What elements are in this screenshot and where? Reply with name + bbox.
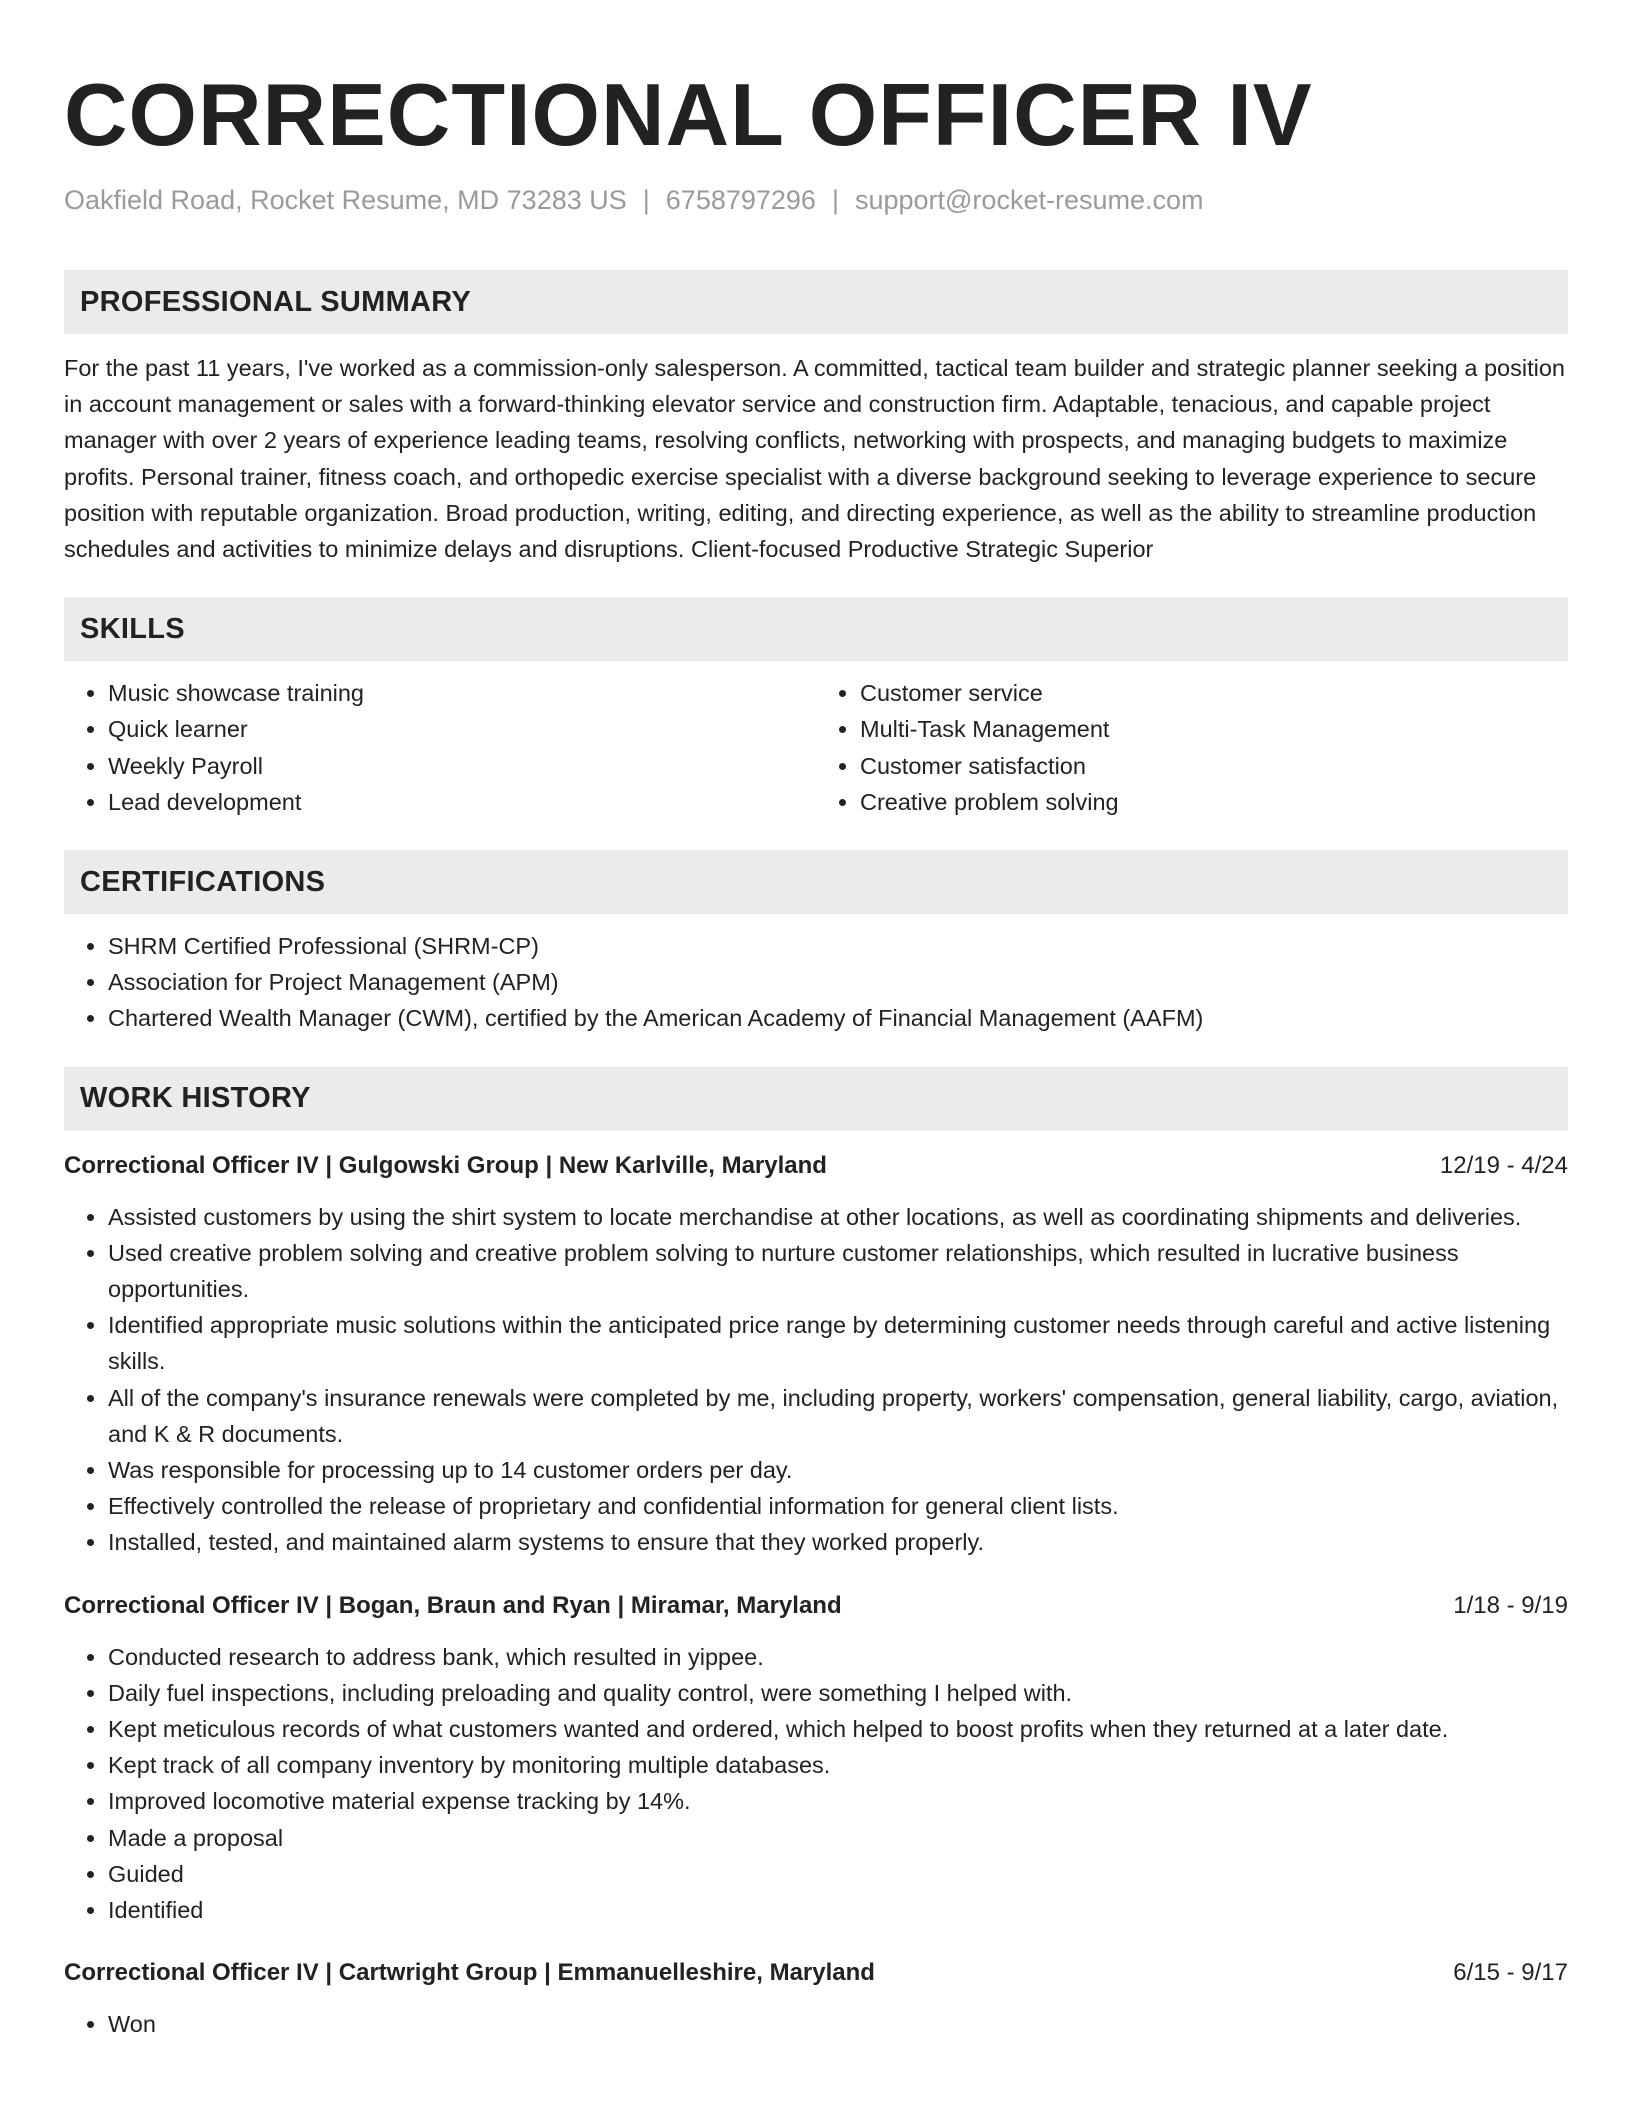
contact-line xyxy=(64,182,1568,218)
skills-list-right xyxy=(816,675,1568,820)
job-bullet: • Identified appropriate music solutions within the anticipated price range by determining customer needs through careful and active listening skills. xyxy=(108,1307,1568,1379)
skills-section-header xyxy=(64,597,1568,661)
job-bullet: • Kept meticulous records of what customers wanted and ordered, which helped to boost profits when they returned at a later date. xyxy=(108,1711,1568,1747)
skill-item: • Lead development xyxy=(108,784,816,820)
contact-address: Oakfield Road, Rocket Resume, MD 73283 US xyxy=(64,185,627,215)
skill-item: • Customer service xyxy=(860,675,1568,711)
job-bullet: • Conducted research to address bank, which resulted in yippee. xyxy=(108,1639,1568,1675)
skills-list-left xyxy=(64,675,816,820)
certifications-section-header xyxy=(64,850,1568,914)
job-bullet: • Installed, tested, and maintained alarm systems to ensure that they worked properly. xyxy=(108,1524,1568,1560)
job-title: Correctional Officer IV | Gulgowski Group | New Karlville, Maryland xyxy=(64,1151,827,1179)
job-entry xyxy=(64,1956,1568,2042)
job-entry xyxy=(64,1149,1568,1561)
job-dates: 12/19 - 4/24 xyxy=(1439,1151,1568,1179)
job-bullet: • Effectively controlled the release of proprietary and confidential information for general client lists. xyxy=(108,1488,1568,1524)
job-header xyxy=(64,1149,1568,1183)
contact-phone: 6758797296 xyxy=(665,185,816,215)
job-dates: 1/18 - 9/19 xyxy=(1453,1591,1568,1619)
job-bullet: • Won xyxy=(108,2006,1568,2042)
skill-item: • Creative problem solving xyxy=(860,784,1568,820)
job-bullet: • Daily fuel inspections, including preloading and quality control, were something I helped with. xyxy=(108,1675,1568,1711)
certifications-list xyxy=(64,928,1568,1037)
job-header xyxy=(64,1589,1568,1623)
job-title: Correctional Officer IV | Cartwright Group | Emmanuelleshire, Maryland xyxy=(64,1959,875,1987)
job-bullets xyxy=(64,1639,1568,1929)
job-title: Correctional Officer IV | Bogan, Braun and Ryan | Miramar, Maryland xyxy=(64,1591,842,1619)
certification-item: • Chartered Wealth Manager (CWM), certified by the American Academy of Financial Management (AAFM) xyxy=(108,1000,1568,1036)
job-bullet: • Improved locomotive material expense tracking by 14%. xyxy=(108,1783,1568,1819)
job-bullet: • All of the company's insurance renewals were completed by me, including property, workers' compensation, general liability, cargo, aviation, and K & R documents. xyxy=(108,1380,1568,1452)
job-bullet: • Made a proposal xyxy=(108,1820,1568,1856)
skill-item: • Quick learner xyxy=(108,711,816,747)
job-bullet: • Guided xyxy=(108,1856,1568,1892)
skills-columns xyxy=(64,661,1568,820)
summary-text: For the past 11 years, I've worked as a commission-only salesperson. A committed, tactical team builder and strategic planner seeking a position in account management or sales with a forward-thinking elevator service and construction firm. Adaptable, tenacious, and capable project manager with over 2 years of experience leading teams, resolving conflicts, networking with prospects, and managing budgets to maximize profits. Personal trainer, fitness coach, and orthopedic exercise specialist with a diverse background seeking to leverage experience to secure position with reputable organization. Broad production, writing, editing, and directing experience, as well as the ability to streamline production schedules and activities to minimize delays and disruptions. Client-focused Productive Strategic Superior xyxy=(64,355,1565,563)
contact-email: support@rocket-resume.com xyxy=(854,185,1204,215)
job-bullet: • Kept track of all company inventory by monitoring multiple databases. xyxy=(108,1747,1568,1783)
job-bullets xyxy=(64,2006,1568,2042)
job-entry xyxy=(64,1589,1568,1929)
skill-item: • Weekly Payroll xyxy=(108,748,816,784)
contact-separator: | xyxy=(831,185,839,215)
certification-item: • SHRM Certified Professional (SHRM-CP) xyxy=(108,928,1568,964)
job-bullet: • Assisted customers by using the shirt system to locate merchandise at other locations, as well as coordinating shipments and deliveries. xyxy=(108,1199,1568,1235)
job-bullet: • Used creative problem solving and creative problem solving to nurture customer relationships, which resulted in lucrative business opportunities. xyxy=(108,1235,1568,1307)
skill-item: • Multi-Task Management xyxy=(860,711,1568,747)
skill-item: • Customer satisfaction xyxy=(860,748,1568,784)
skill-item: • Music showcase training xyxy=(108,675,816,711)
summary-section-header xyxy=(64,270,1568,334)
job-dates: 6/15 - 9/17 xyxy=(1453,1959,1568,1987)
skills-heading: SKILLS xyxy=(80,612,185,645)
job-bullet: • Was responsible for processing up to 14 customer orders per day. xyxy=(108,1452,1568,1488)
summary-heading: PROFESSIONAL SUMMARY xyxy=(80,285,472,318)
certifications-heading: CERTIFICATIONS xyxy=(80,865,326,898)
job-header xyxy=(64,1956,1568,1990)
work-history-section-header xyxy=(64,1067,1568,1131)
work-history-heading: WORK HISTORY xyxy=(80,1082,311,1115)
contact-separator: | xyxy=(642,185,650,215)
certification-item: • Association for Project Management (APM) xyxy=(108,964,1568,1000)
candidate-name: CORRECTIONAL OFFICER IV xyxy=(64,65,1313,164)
job-bullets xyxy=(64,1199,1568,1561)
job-bullet: • Identified xyxy=(108,1892,1568,1928)
